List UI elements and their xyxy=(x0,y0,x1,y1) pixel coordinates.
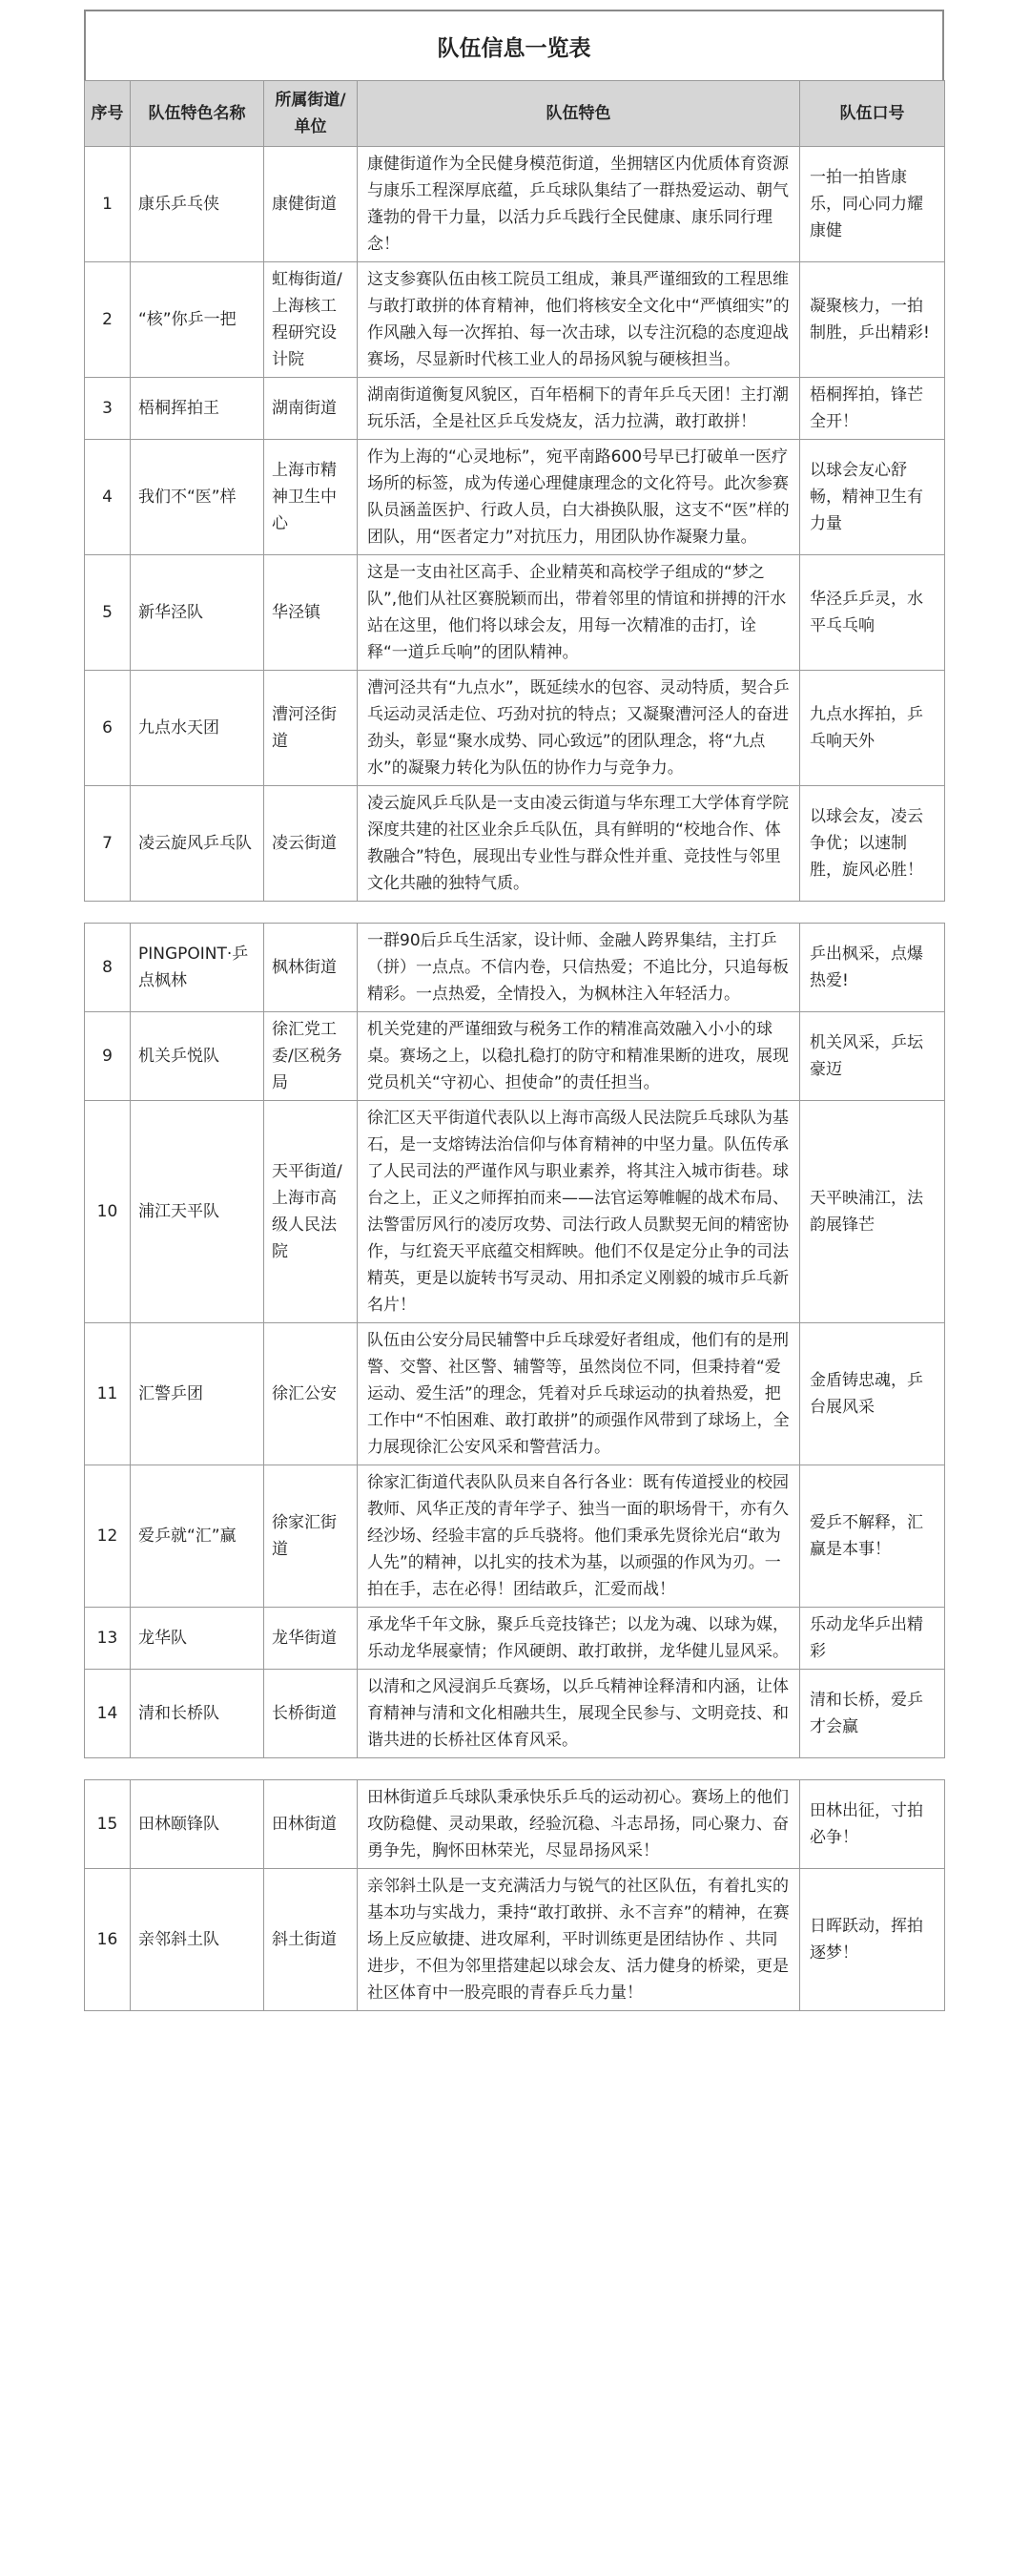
cell-feature: 作为上海的“心灵地标”，宛平南路600号早已打破单一医疗场所的标签，成为传递心理健康理念的文化符号。此次参赛队员涵盖医护、行政人员，白大褂换队服，这支不“医”样的团队，用“医者定力”对抗压力，用团队协作凝聚力量。 xyxy=(358,440,800,555)
cell-slogan: 以球会友，凌云争优；以速制胜，旋风必胜！ xyxy=(800,786,945,902)
table-row xyxy=(85,262,945,378)
cell-team-name: 新华泾队 xyxy=(131,555,264,671)
header-slogan: 队伍口号 xyxy=(800,81,945,147)
cell-feature: 漕河泾共有“九点水”，既延续水的包容、灵动特质，契合乒乓运动灵活走位、巧劲对抗的特点；又凝聚漕河泾人的奋进劲头，彰显“聚水成势、同心致远”的团队理念，将“九点水”的凝聚力转化为队伍的协作力与竞争力。 xyxy=(358,671,800,786)
cell-feature: 队伍由公安分局民辅警中乒乓球爱好者组成，他们有的是刑警、交警、社区警、辅警等，虽然岗位不同，但秉持着“爱运动、爱生活”的理念，凭着对乒乓球运动的执着热爱，把工作中“不怕困难、敢打敢拼”的顽强作风带到了球场上，全力展现徐汇公安风采和警营活力。 xyxy=(358,1323,800,1465)
cell-unit: 康健街道 xyxy=(264,147,358,262)
table-row xyxy=(85,440,945,555)
table-title: 队伍信息一览表 xyxy=(84,10,944,80)
table-row xyxy=(85,1869,945,2011)
table-header-row xyxy=(85,81,945,147)
cell-no: 12 xyxy=(85,1465,131,1608)
cell-feature: 这是一支由社区高手、企业精英和高校学子组成的“梦之队”,他们从社区赛脱颖而出，带着邻里的情谊和拼搏的汗水站在这里，他们将以球会友，用每一次精准的击打，诠释“一道乒乓响”的团队精神。 xyxy=(358,555,800,671)
cell-unit: 凌云街道 xyxy=(264,786,358,902)
cell-slogan: 清和长桥，爱乒才会赢 xyxy=(800,1670,945,1758)
cell-team-name: 凌云旋风乒乓队 xyxy=(131,786,264,902)
table-row xyxy=(85,1101,945,1323)
cell-team-name: PINGPOINT·乒点枫林 xyxy=(131,924,264,1012)
cell-unit: 长桥街道 xyxy=(264,1670,358,1758)
cell-feature: 徐家汇街道代表队队员来自各行各业：既有传道授业的校园教师、风华正茂的青年学子、独当一面的职场骨干，亦有久经沙场、经验丰富的乒乓骁将。他们秉承先贤徐光启“敢为人先”的精神，以扎实的技术为基，以顽强的作风为刃。一拍在手，志在必得！团结敢乒，汇爱而战！ xyxy=(358,1465,800,1608)
cell-unit: 徐家汇街道 xyxy=(264,1465,358,1608)
cell-slogan: 华泾乒乒灵，水平乓乓响 xyxy=(800,555,945,671)
cell-no: 4 xyxy=(85,440,131,555)
table-row xyxy=(85,555,945,671)
table-row xyxy=(85,1670,945,1758)
cell-team-name: 机关乒悦队 xyxy=(131,1012,264,1101)
team-info-table xyxy=(84,80,945,2011)
header-name: 队伍特色名称 xyxy=(131,81,264,147)
cell-no: 6 xyxy=(85,671,131,786)
cell-slogan: 梧桐挥拍，锋芒全开！ xyxy=(800,378,945,440)
cell-feature: 承龙华千年文脉，聚乒乓竞技锋芒；以龙为魂、以球为媒，乐动龙华展豪情；作风硬朗、敢打敢拼，龙华健儿显风采。 xyxy=(358,1608,800,1670)
cell-no: 9 xyxy=(85,1012,131,1101)
table-row xyxy=(85,1608,945,1670)
table-row xyxy=(85,1323,945,1465)
header-unit: 所属街道/单位 xyxy=(264,81,358,147)
cell-slogan: 爱乒不解释，汇赢是本事！ xyxy=(800,1465,945,1608)
cell-feature: 这支参赛队伍由核工院员工组成，兼具严谨细致的工程思维与敢打敢拼的体育精神，他们将核安全文化中“严慎细实”的作风融入每一次挥拍、每一次击球，以专注沉稳的态度迎战赛场，尽显新时代核工业人的昂扬风貌与硬核担当。 xyxy=(358,262,800,378)
section-gap-cell xyxy=(85,902,945,924)
cell-no: 16 xyxy=(85,1869,131,2011)
cell-no: 14 xyxy=(85,1670,131,1758)
cell-feature: 田林街道乒乓球队秉承快乐乒乓的运动初心。赛场上的他们攻防稳健、灵动果敢，经验沉稳、斗志昂扬，同心聚力、奋勇争先，胸怀田林荣光，尽显昂扬风采！ xyxy=(358,1780,800,1869)
table-row xyxy=(85,378,945,440)
cell-unit: 湖南街道 xyxy=(264,378,358,440)
cell-feature: 湖南街道衡复风貌区，百年梧桐下的青年乒乓天团！主打潮玩乐活，全是社区乒乓发烧友，活力拉满，敢打敢拼！ xyxy=(358,378,800,440)
team-info-sheet xyxy=(84,10,944,2011)
cell-no: 8 xyxy=(85,924,131,1012)
table-row xyxy=(85,1012,945,1101)
table-row xyxy=(85,924,945,1012)
table-row xyxy=(85,147,945,262)
cell-slogan: 乒出枫采，点爆热爱! xyxy=(800,924,945,1012)
cell-no: 13 xyxy=(85,1608,131,1670)
cell-no: 11 xyxy=(85,1323,131,1465)
cell-unit: 漕河泾街道 xyxy=(264,671,358,786)
cell-team-name: 爱乒就“汇”赢 xyxy=(131,1465,264,1608)
cell-slogan: 九点水挥拍，乒乓响天外 xyxy=(800,671,945,786)
cell-no: 10 xyxy=(85,1101,131,1323)
cell-team-name: 田林颐锋队 xyxy=(131,1780,264,1869)
table-row xyxy=(85,786,945,902)
cell-feature: 一群90后乒乓生活家，设计师、金融人跨界集结，主打乒（拼）一点点。不信内卷，只信热爱；不追比分，只追每板精彩。一点热爱，全情投入，为枫林注入年轻活力。 xyxy=(358,924,800,1012)
cell-unit: 天平街道/上海市高级人民法院 xyxy=(264,1101,358,1323)
cell-team-name: 清和长桥队 xyxy=(131,1670,264,1758)
cell-team-name: 九点水天团 xyxy=(131,671,264,786)
cell-no: 7 xyxy=(85,786,131,902)
table-row xyxy=(85,1780,945,1869)
cell-team-name: 梧桐挥拍王 xyxy=(131,378,264,440)
cell-slogan: 凝聚核力，一拍制胜，乒出精彩! xyxy=(800,262,945,378)
cell-feature: 亲邻斜土队是一支充满活力与锐气的社区队伍，有着扎实的基本功与实战力，秉持“敢打敢拼、永不言弃”的精神，在赛场上反应敏捷、进攻犀利，平时训练更是团结协作 、共同进步，不但为邻里搭建起以球会友、活力健身的桥梁，更是社区体育中一股亮眼的青春乒乓力量！ xyxy=(358,1869,800,2011)
cell-unit: 徐汇党工委/区税务局 xyxy=(264,1012,358,1101)
cell-no: 1 xyxy=(85,147,131,262)
cell-team-name: “核”你乒一把 xyxy=(131,262,264,378)
section-gap-cell xyxy=(85,1758,945,1780)
cell-feature: 凌云旋风乒乓队是一支由凌云街道与华东理工大学体育学院深度共建的社区业余乒乓队伍，具有鲜明的“校地合作、体教融合”特色，展现出专业性与群众性并重、竞技性与邻里文化共融的独特气质。 xyxy=(358,786,800,902)
cell-slogan: 田林出征，寸拍必争！ xyxy=(800,1780,945,1869)
cell-team-name: 我们不“医”样 xyxy=(131,440,264,555)
cell-unit: 上海市精神卫生中心 xyxy=(264,440,358,555)
cell-unit: 徐汇公安 xyxy=(264,1323,358,1465)
cell-feature: 徐汇区天平街道代表队以上海市高级人民法院乒乓球队为基石，是一支熔铸法治信仰与体育精神的中坚力量。队伍传承了人民司法的严谨作风与职业素养，将其注入城市街巷。球台之上，正义之师挥拍而来——法官运筹帷幄的战术布局、法警雷厉风行的凌厉攻势、司法行政人员默契无间的精密协作，与红瓷天平底蕴交相辉映。他们不仅是定分止争的司法精英，更是以旋转书写灵动、用扣杀定义刚毅的城市乒乓新名片！ xyxy=(358,1101,800,1323)
cell-unit: 田林街道 xyxy=(264,1780,358,1869)
cell-slogan: 一拍一拍皆康乐，同心同力耀康健 xyxy=(800,147,945,262)
cell-feature: 康健街道作为全民健身模范街道，坐拥辖区内优质体育资源与康乐工程深厚底蕴，乒乓球队集结了一群热爱运动、朝气蓬勃的骨干力量，以活力乒乓践行全民健康、康乐同行理念！ xyxy=(358,147,800,262)
cell-unit: 斜土街道 xyxy=(264,1869,358,2011)
cell-no: 5 xyxy=(85,555,131,671)
cell-team-name: 亲邻斜土队 xyxy=(131,1869,264,2011)
cell-no: 15 xyxy=(85,1780,131,1869)
cell-feature: 以清和之风浸润乒乓赛场，以乒乓精神诠释清和内涵，让体育精神与清和文化相融共生，展现全民参与、文明竞技、和谐共进的长桥社区体育风采。 xyxy=(358,1670,800,1758)
cell-team-name: 龙华队 xyxy=(131,1608,264,1670)
cell-slogan: 乐动龙华乒出精彩 xyxy=(800,1608,945,1670)
cell-unit: 华泾镇 xyxy=(264,555,358,671)
cell-team-name: 康乐乒乓侠 xyxy=(131,147,264,262)
cell-no: 2 xyxy=(85,262,131,378)
header-desc: 队伍特色 xyxy=(358,81,800,147)
cell-unit: 龙华街道 xyxy=(264,1608,358,1670)
cell-slogan: 以球会友心舒畅，精神卫生有力量 xyxy=(800,440,945,555)
cell-unit: 虹梅街道/上海核工程研究设计院 xyxy=(264,262,358,378)
cell-team-name: 汇警乒团 xyxy=(131,1323,264,1465)
cell-slogan: 金盾铸忠魂，乒台展风采 xyxy=(800,1323,945,1465)
cell-slogan: 日晖跃动，挥拍逐梦！ xyxy=(800,1869,945,2011)
cell-unit: 枫林街道 xyxy=(264,924,358,1012)
section-gap xyxy=(85,1758,945,1780)
cell-no: 3 xyxy=(85,378,131,440)
section-gap xyxy=(85,902,945,924)
cell-feature: 机关党建的严谨细致与税务工作的精准高效融入小小的球桌。赛场之上，以稳扎稳打的防守和精准果断的进攻，展现党员机关“守初心、担使命”的责任担当。 xyxy=(358,1012,800,1101)
table-row xyxy=(85,1465,945,1608)
table-row xyxy=(85,671,945,786)
cell-slogan: 天平映浦江，法韵展锋芒 xyxy=(800,1101,945,1323)
header-no: 序号 xyxy=(85,81,131,147)
cell-slogan: 机关风采，乒坛豪迈 xyxy=(800,1012,945,1101)
cell-team-name: 浦江天平队 xyxy=(131,1101,264,1323)
